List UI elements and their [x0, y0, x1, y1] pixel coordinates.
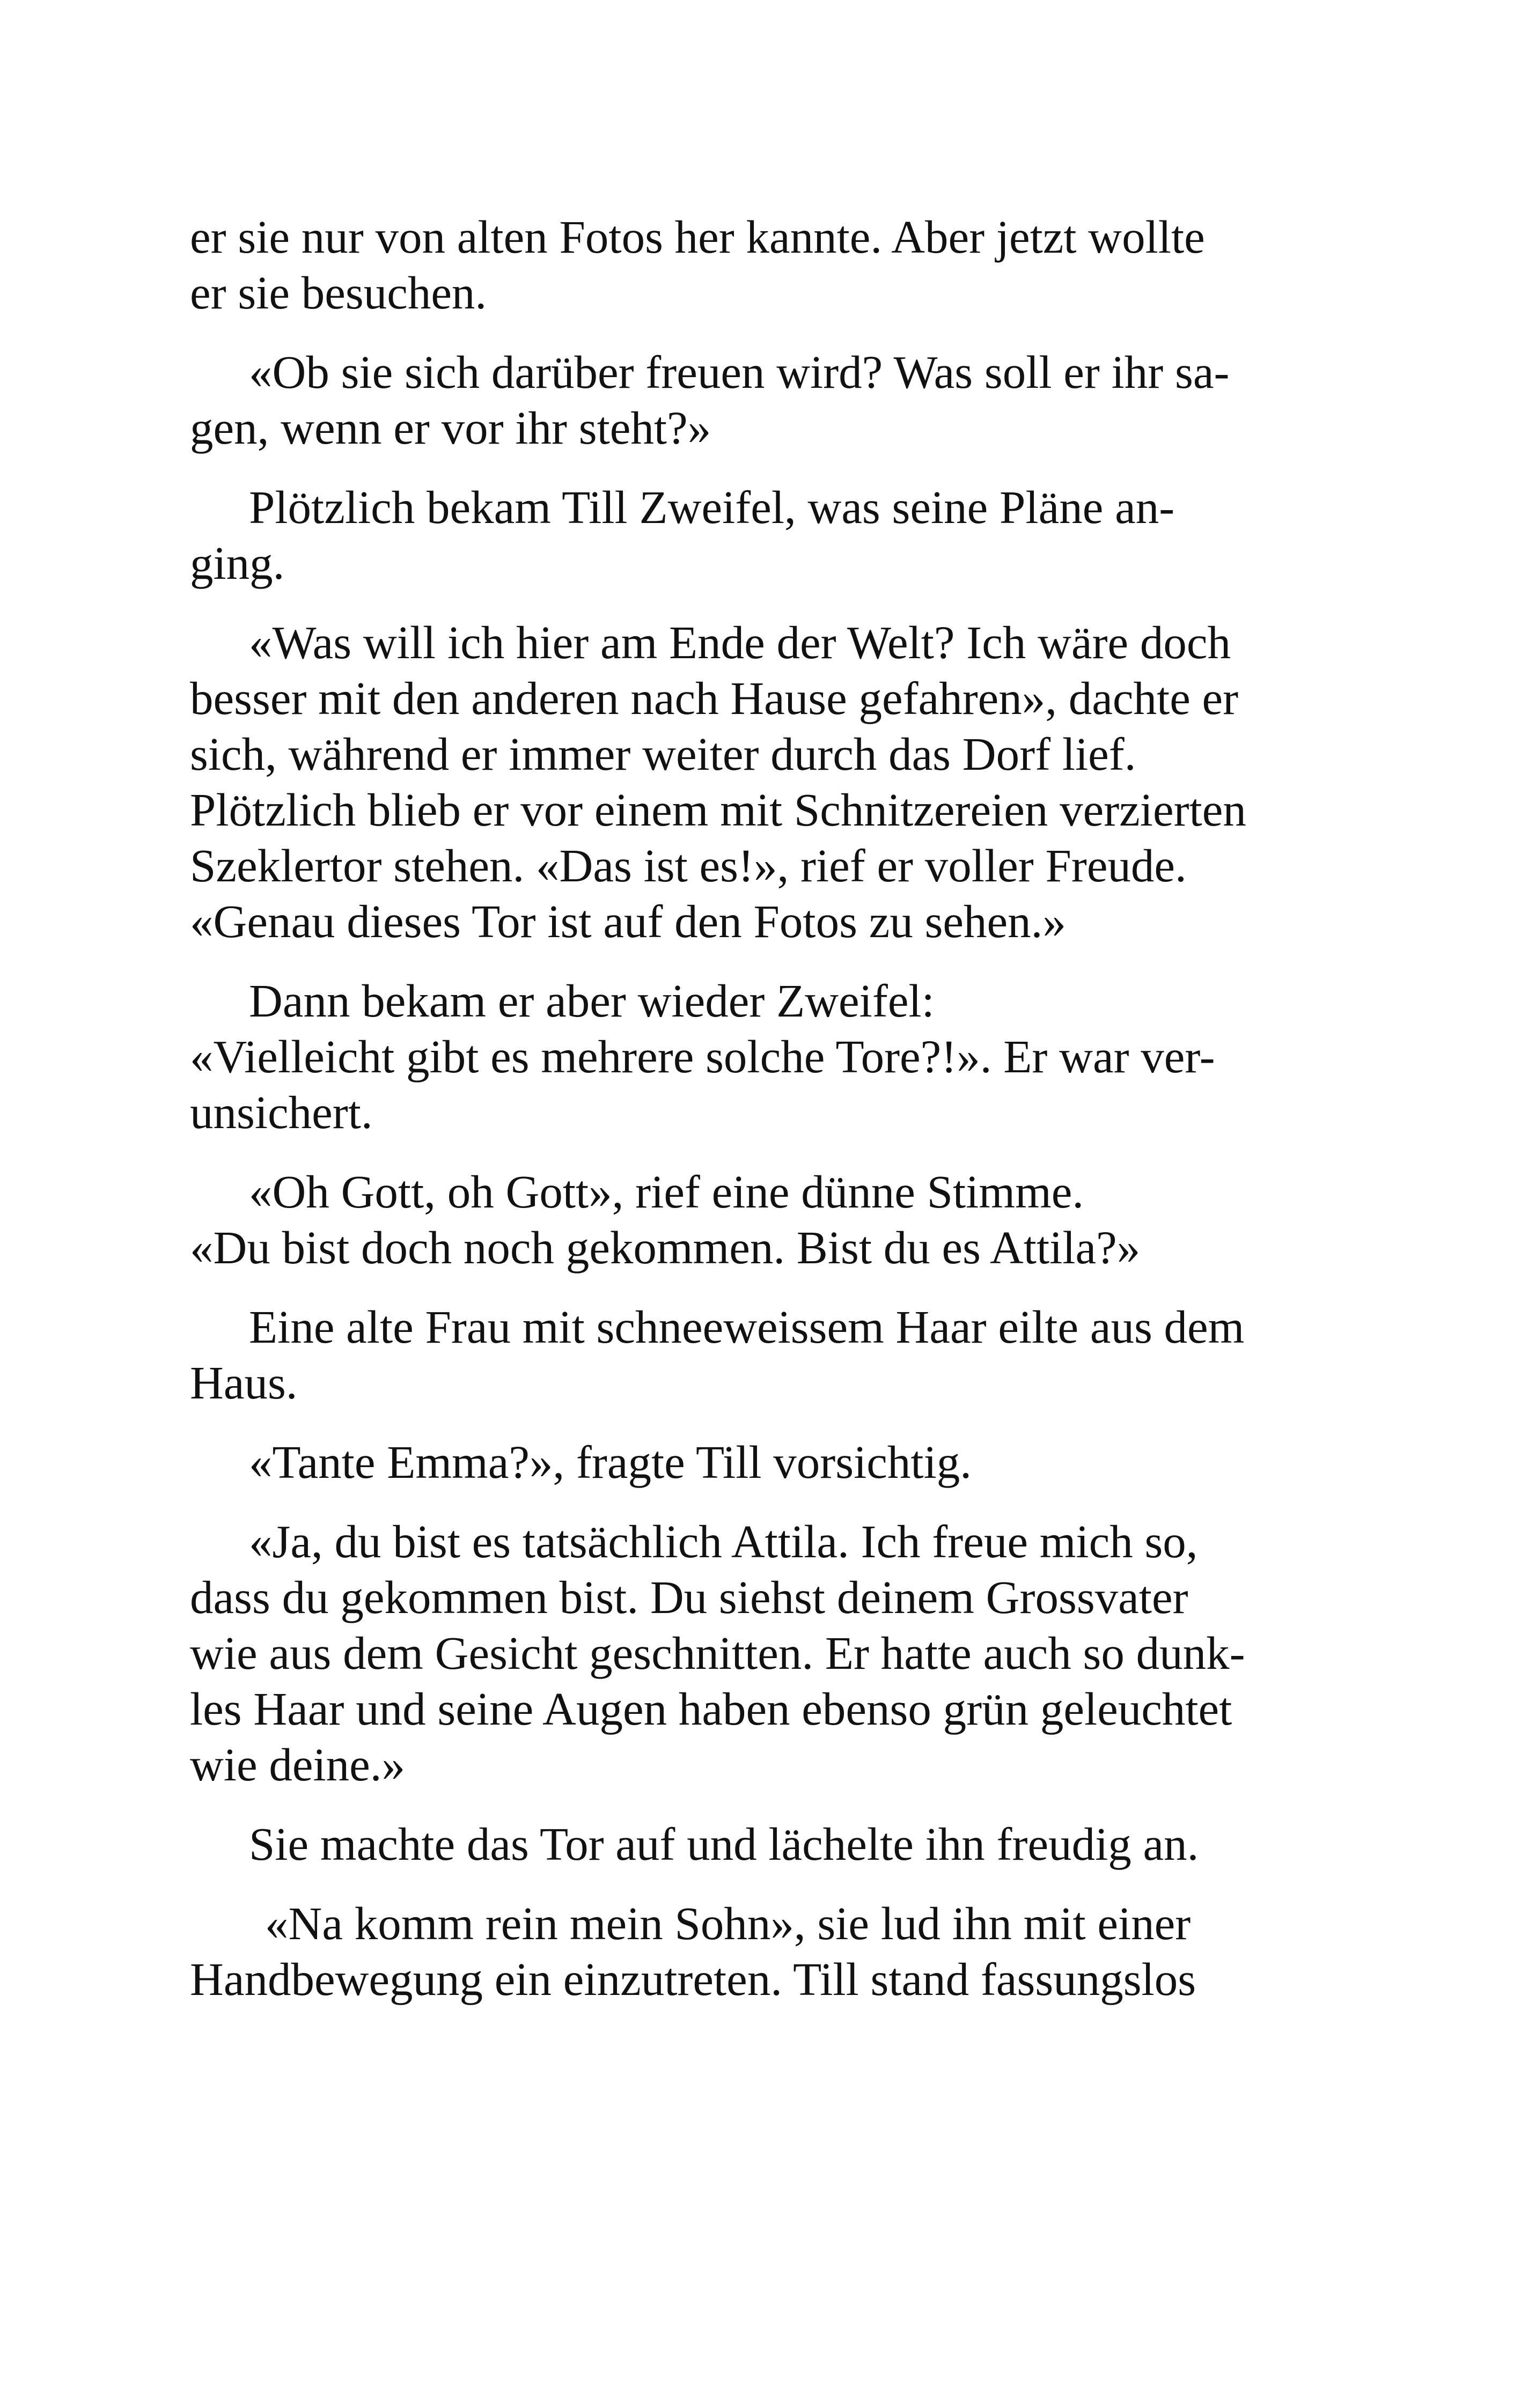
page-text	[190, 209, 1317, 2031]
paragraph-10: Sie machte das Tor auf und lächelte ihn freudig an.	[249, 1818, 1199, 1870]
paragraph-3: Plötzlich bekam Till Zweifel, was seine Pläne an- ging.	[190, 481, 1175, 589]
paragraph-7: Eine alte Frau mit schneeweissem Haar eilte aus dem Haus.	[190, 1301, 1245, 1409]
paragraph-8: «Tante Emma?», fragte Till vorsichtig.	[249, 1436, 972, 1488]
paragraph-5: Dann bekam er aber wieder Zweifel: «Vielleicht gibt es mehrere solche Tore?!». Er war ver- unsichert.	[190, 975, 1215, 1138]
paragraph-1: er sie nur von alten Fotos her kannte. Aber jetzt wollte er sie besuchen.	[190, 211, 1205, 319]
paragraph-11: «Na komm rein mein Sohn», sie lud ihn mit einer Handbewegung ein einzutreten. Till stand fassungslos	[190, 1897, 1196, 2005]
paragraph-2: «Ob sie sich darüber freuen wird? Was soll er ihr sa- gen, wenn er vor ihr steht?»	[190, 346, 1230, 454]
paragraph-6: «Oh Gott, oh Gott», rief eine dünne Stimme. «Du bist doch noch gekommen. Bist du es Attila?»	[190, 1166, 1141, 1273]
paragraph-9: «Ja, du bist es tatsächlich Attila. Ich freue mich so, dass du gekommen bist. Du siehst deinem Grossvater wie aus dem Gesicht geschnitten. Er hatte auch so dunk- les Haar und seine Augen haben ebenso grün geleuchtet wie deine.»	[190, 1515, 1245, 1791]
paragraph-4: «Was will ich hier am Ende der Welt? Ich wäre doch besser mit den anderen nach Hause gefahren», dachte er sich, während er immer weiter durch das Dorf lief. Plötzlich blieb er vor einem mit Schnitzereien verzierten Szeklertor stehen. «Das ist es!», rief er voller Freude. «Genau dieses Tor ist auf den Fotos zu sehen.»	[190, 616, 1246, 947]
